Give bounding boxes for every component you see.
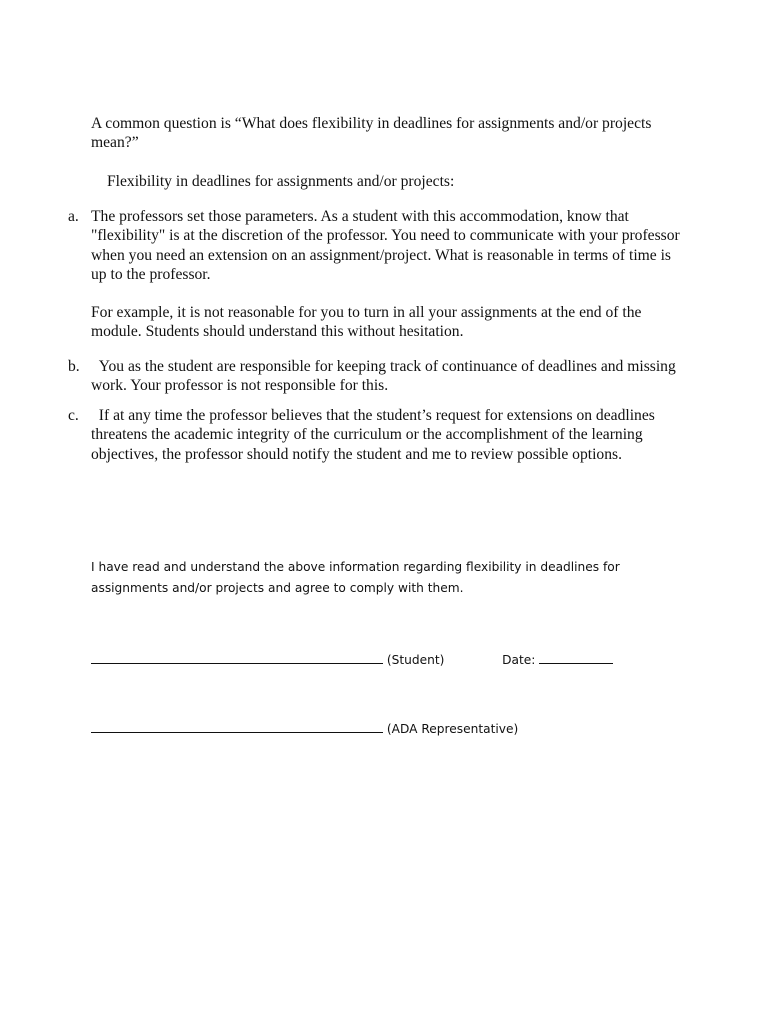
- section-subheading: Flexibility in deadlines for assignments and/or projects:: [107, 173, 455, 190]
- ada-signature-line[interactable]: [91, 717, 383, 733]
- acknowledgment-statement: I have read and understand the above information regarding flexibility in deadlines for assignments and/or projects and agree to comply with them.: [91, 560, 620, 595]
- intro-question: [91, 114, 711, 153]
- list-item-a-example: For example, it is not reasonable for you to turn in all your assignments at the end of the module. Students should understand this without hesitation.: [91, 304, 642, 341]
- list-marker-b: b.: [68, 358, 80, 375]
- intro-line-1: A common question is “What does flexibility in deadlines for assignments and/or projects: [91, 115, 652, 132]
- list-marker-c: c.: [68, 407, 79, 424]
- date-line[interactable]: [539, 648, 613, 664]
- list-item-c-text: If at any time the professor believes that the student’s request for extensions on deadlines threatens the academic integrity of the curriculum or the accomplishment of the learning objectives, the professor should notify the student and me to review possible options.: [91, 407, 659, 463]
- list-item-b-text: You as the student are responsible for keeping track of continuance of deadlines and missing work. Your professor is not responsible for this.: [91, 358, 680, 395]
- ada-signature-row: [91, 717, 651, 740]
- list-marker-a: a.: [68, 208, 79, 225]
- intro-line-2: mean?”: [91, 134, 139, 152]
- student-signature-line[interactable]: [91, 648, 383, 664]
- student-signature-row: [91, 648, 651, 671]
- list-item-a-text: The professors set those parameters. As a student with this accommodation, know that "flexibility" is at the discretion of the professor. You need to communicate with your professor when you need an extension on an assignment/project. What is reasonable in terms of time is up to the professor.: [91, 208, 680, 284]
- student-label: (Student): [386, 653, 445, 667]
- ada-representative-label: (ADA Representative): [386, 722, 519, 736]
- date-label: Date:: [502, 653, 536, 667]
